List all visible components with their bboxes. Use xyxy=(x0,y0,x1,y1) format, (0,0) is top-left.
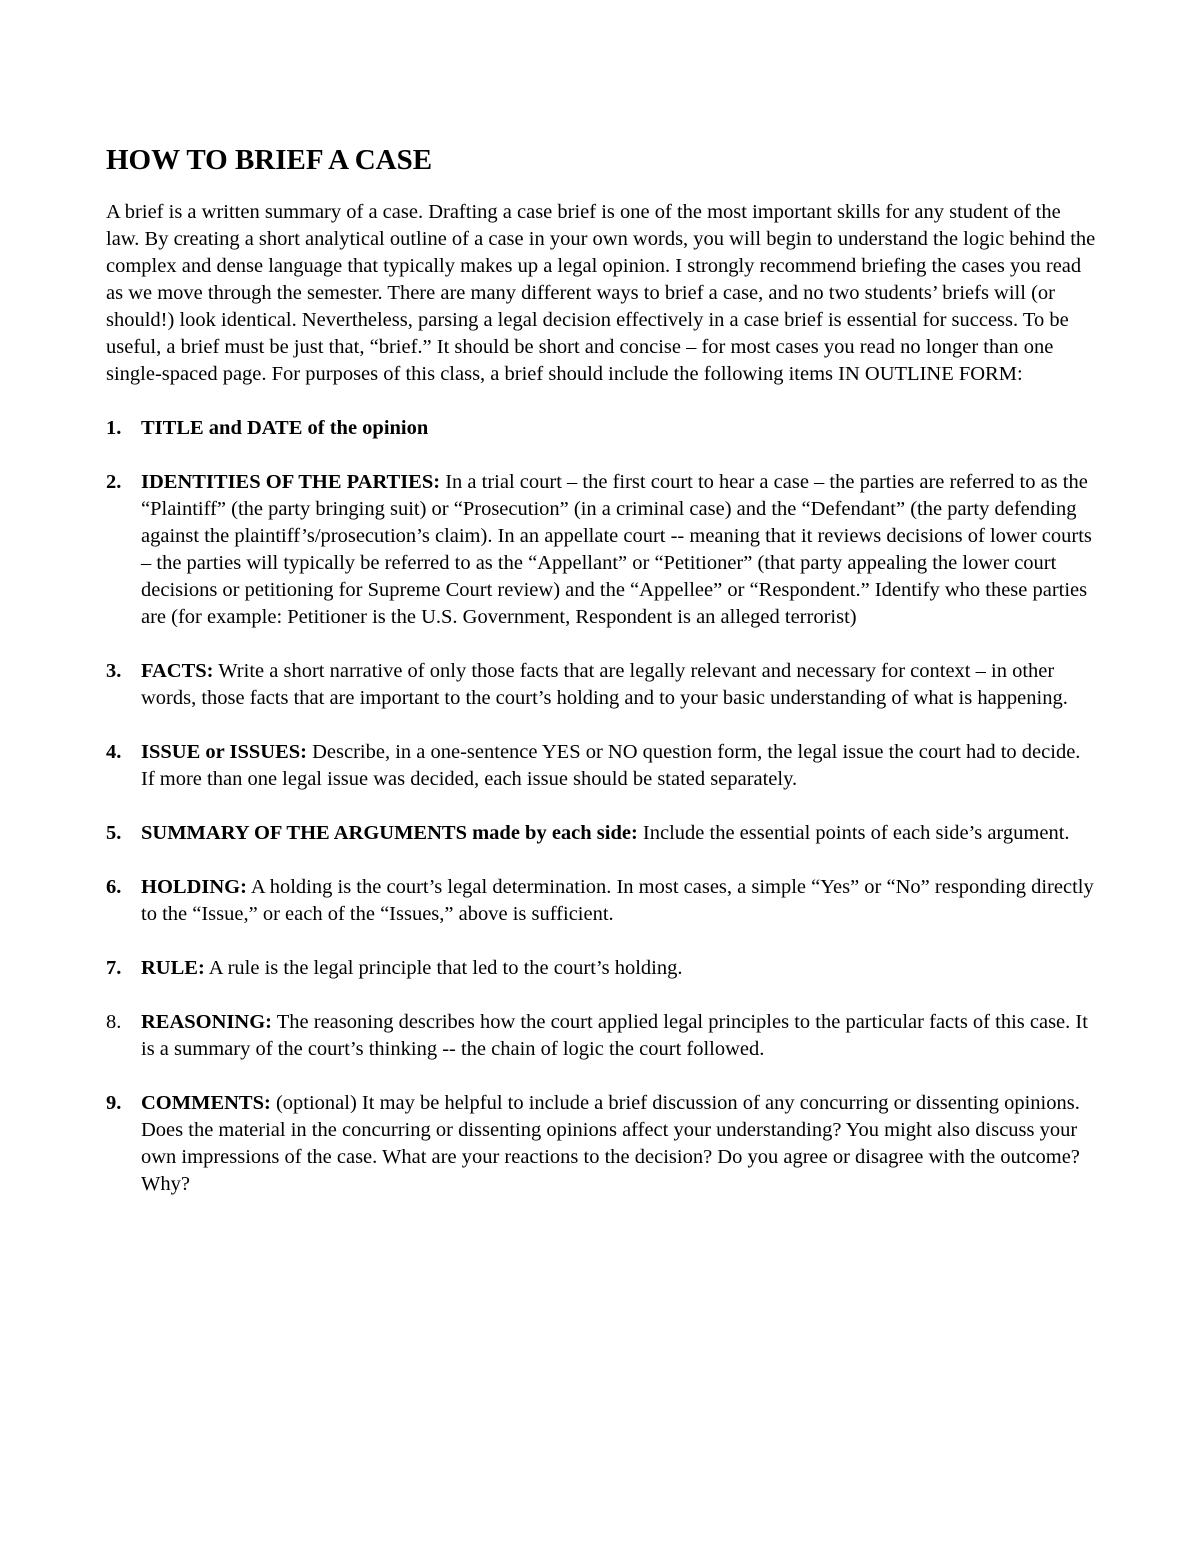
item-text: Write a short narrative of only those facts that are legally relevant and necessary for context – in other words, those facts that are important to the court’s holding and to your basic understanding of what is happening. xyxy=(141,660,1068,709)
item-number: 9. xyxy=(106,1092,122,1114)
item-number: 4. xyxy=(106,741,122,763)
item-label: FACTS: xyxy=(141,660,214,682)
outline-item-parties xyxy=(106,469,1096,631)
item-label: HOLDING: xyxy=(141,876,247,898)
item-text: A rule is the legal principle that led to the court’s holding. xyxy=(204,957,683,979)
outline-item-comments xyxy=(106,1090,1096,1198)
item-label: RULE: xyxy=(141,957,205,979)
outline-item-rule xyxy=(106,955,1096,982)
item-number: 1. xyxy=(106,417,122,439)
item-text: A holding is the court’s legal determination. In most cases, a simple “Yes” or “No” responding directly to the “Issue,” or each of the “Issues,” above is sufficient. xyxy=(141,876,1094,925)
item-number: 6. xyxy=(106,876,122,898)
item-text: Include the essential points of each side’s argument. xyxy=(637,822,1070,844)
outline-item-title-date xyxy=(106,415,1096,442)
item-text: Describe, in a one-sentence YES or NO question form, the legal issue the court had to decide. If more than one legal issue was decided, each issue should be stated separately. xyxy=(141,741,1081,790)
item-label: IDENTITIES OF THE PARTIES: xyxy=(141,471,441,493)
item-label: REASONING: xyxy=(141,1011,272,1033)
outline-item-arguments xyxy=(106,820,1096,847)
document-content xyxy=(106,142,1096,1225)
outline-item-issues xyxy=(106,739,1096,793)
item-text: In a trial court – the first court to hear a case – the parties are referred to as the “Plaintiff” (the party bringing suit) or “Prosecution” (in a criminal case) and the “Defendant” (the party defending against the plaintiff’s/prosecution’s claim). In an appellate court -- meaning that it reviews decisions of lower courts – the parties will typically be referred to as the “Appellant” or “Petitioner” (that party appealing the lower court decisions or petitioning for Supreme Court review) and the “Appellee” or “Respondent.” Identify who these parties are (for example: Petitioner is the U.S. Government, Respondent is an alleged terrorist) xyxy=(141,471,1092,628)
outline-item-facts xyxy=(106,658,1096,712)
item-text: (optional) It may be helpful to include a brief discussion of any concurring or dissenting opinions. Does the material in the concurring or dissenting opinions affect your understanding? You might also discuss your own impressions of the case. What are your reactions to the decision? Do you agree or disagree with the outcome? Why? xyxy=(141,1092,1080,1195)
item-number: 3. xyxy=(106,660,122,682)
item-label: COMMENTS: xyxy=(141,1092,271,1114)
item-text: The reasoning describes how the court applied legal principles to the particular facts of this case. It is a summary of the court’s thinking -- the chain of logic the court followed. xyxy=(141,1011,1088,1060)
item-label: SUMMARY OF THE ARGUMENTS made by each side: xyxy=(141,822,638,844)
item-label: ISSUE or ISSUES: xyxy=(141,741,307,763)
item-label: TITLE and DATE of the opinion xyxy=(141,417,429,439)
outline-item-reasoning xyxy=(106,1009,1096,1063)
document-title: HOW TO BRIEF A CASE xyxy=(106,144,433,176)
item-number: 8. xyxy=(106,1011,122,1033)
item-number: 7. xyxy=(106,957,122,979)
item-number: 2. xyxy=(106,471,122,493)
item-number: 5. xyxy=(106,822,122,844)
outline-item-holding xyxy=(106,874,1096,928)
intro-paragraph: A brief is a written summary of a case. Drafting a case brief is one of the most important skills for any student of the law. By creating a short analytical outline of a case in your own words, you will begin to understand the logic behind the complex and dense language that typically makes up a legal opinion. I strongly recommend briefing the cases you read as we move through the semester. There are many different ways to brief a case, and no two students’ briefs will (or should!) look identical. Nevertheless, parsing a legal decision effectively in a case brief is essential for success. To be useful, a brief must be just that, “brief.” It should be short and concise – for most cases you read no longer than one single-spaced page. For purposes of this class, a brief should include the following items IN OUTLINE FORM: xyxy=(106,201,1096,385)
outline-list xyxy=(106,415,1096,1198)
